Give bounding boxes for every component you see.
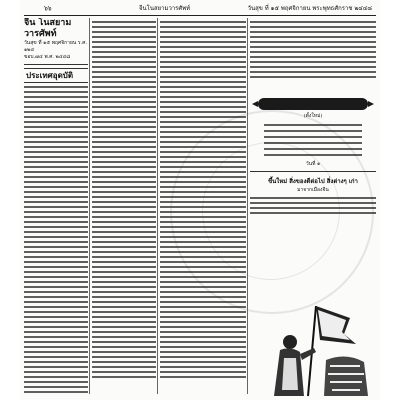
notice-title: ขึ้นใหม่ สิ่งของดีต่อไป สิ่งต่างๆ เก่า xyxy=(268,178,358,185)
tiger-icon xyxy=(324,356,368,396)
page-number: ๖๖ xyxy=(44,5,52,12)
notice-ref: วันที่ ๑ xyxy=(305,161,321,167)
price-table xyxy=(250,124,376,156)
divider xyxy=(250,171,376,172)
section-title: ประเทศอุดบัติ xyxy=(24,68,88,83)
column-3 xyxy=(160,18,246,394)
article-text-block xyxy=(24,86,88,394)
column-divider xyxy=(89,18,90,394)
paper-name: จีนโนสยามวารศัพท์ xyxy=(139,5,191,12)
advertisement-illustration xyxy=(260,300,372,398)
divider xyxy=(24,64,88,65)
masthead-title: จีน โนสยาม วารศัพท์ xyxy=(24,18,72,39)
issue-date: วันสุข ที่ ๑๕ พฤศจิกายน พระพุทธศักราช ๒๔๔๘ xyxy=(247,5,372,12)
article-text-block xyxy=(92,21,156,378)
article-text-block xyxy=(160,21,246,378)
masthead-subtitle: วันสุข ที่ ๑๕ พฤศจิกายน ร.ศ. ๑๒๔ xyxy=(24,40,87,53)
page-header xyxy=(24,3,376,16)
column-2 xyxy=(92,18,156,394)
masthead-subtitle: ขอบ.๗๔ พ.ศ. ๒๔๔๘ xyxy=(24,54,71,60)
article-text-block xyxy=(250,21,376,78)
decorative-banner xyxy=(258,98,368,110)
column-divider xyxy=(157,18,158,394)
column-divider xyxy=(247,18,248,394)
notice-heading: (ตั้งใหม่) xyxy=(303,113,323,119)
newspaper-page xyxy=(20,0,380,400)
column-1 xyxy=(24,18,88,394)
notice-subtitle: มาจากเมืองจีน xyxy=(297,187,329,193)
notice-text-block xyxy=(250,197,376,214)
